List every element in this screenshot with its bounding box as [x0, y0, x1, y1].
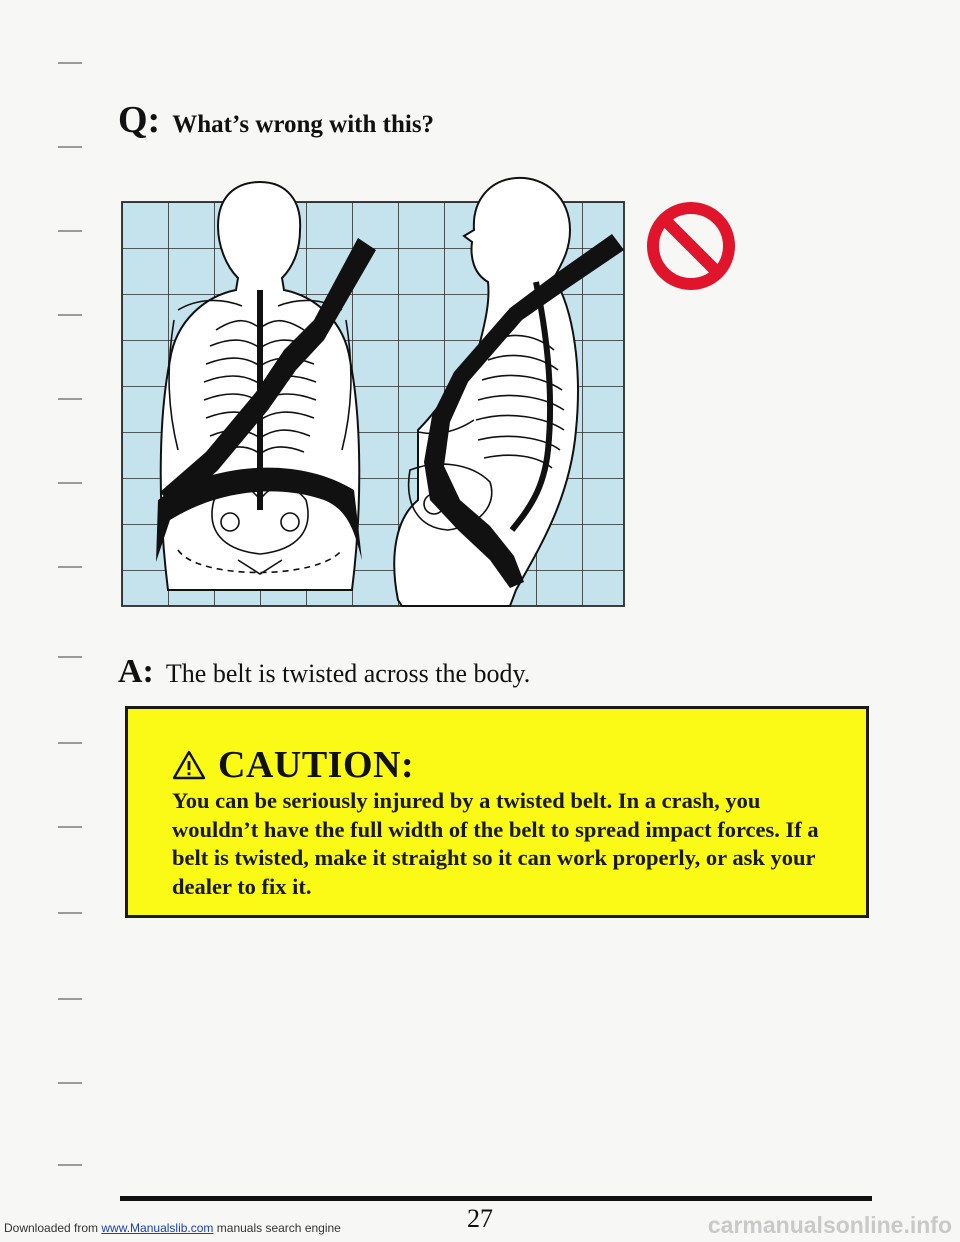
- download-credit-prefix: Downloaded from: [4, 1221, 102, 1235]
- margin-tick: [58, 1164, 82, 1166]
- margin-tick: [58, 912, 82, 914]
- twisted-belt-illustration: [118, 170, 630, 610]
- download-credit: [4, 1221, 341, 1235]
- margin-tick: [58, 230, 82, 232]
- question-label: Q:: [118, 99, 161, 141]
- caution-title: CAUTION:: [218, 744, 415, 786]
- answer-label: A:: [118, 653, 154, 690]
- page-number: 27: [467, 1204, 493, 1233]
- margin-tick: [58, 742, 82, 744]
- margin-tick: [58, 998, 82, 1000]
- margin-tick: [58, 62, 82, 64]
- watermark: carmanualsonline.info: [707, 1212, 952, 1238]
- question: [118, 98, 434, 142]
- margin-tick: [58, 398, 82, 400]
- answer-text: The belt is twisted across the body.: [165, 659, 531, 688]
- margin-tick: [58, 314, 82, 316]
- margin-tick: [58, 146, 82, 148]
- margin-tick: [58, 1082, 82, 1084]
- answer: [118, 653, 530, 691]
- margin-tick: [58, 482, 82, 484]
- margin-tick: [58, 566, 82, 568]
- margin-tick: [58, 656, 82, 658]
- footer-rule: [120, 1196, 872, 1201]
- caution-text: You can be seriously injured by a twisted belt. In a crash, you wouldn’t have the full width of the belt to spread impact forces. If a belt is twisted, make it straight so it can work properly, or ask your dealer to fix it.: [172, 788, 819, 899]
- caution-box: [125, 706, 869, 918]
- caution-heading: [172, 743, 414, 787]
- manualslib-link[interactable]: www.Manualslib.com: [101, 1221, 214, 1235]
- warning-triangle-icon: [172, 750, 206, 780]
- margin-tick: [58, 826, 82, 828]
- download-credit-suffix: manuals search engine: [213, 1221, 341, 1235]
- prohibition-sign-icon: [645, 200, 737, 292]
- question-text: What’s wrong with this?: [172, 111, 435, 138]
